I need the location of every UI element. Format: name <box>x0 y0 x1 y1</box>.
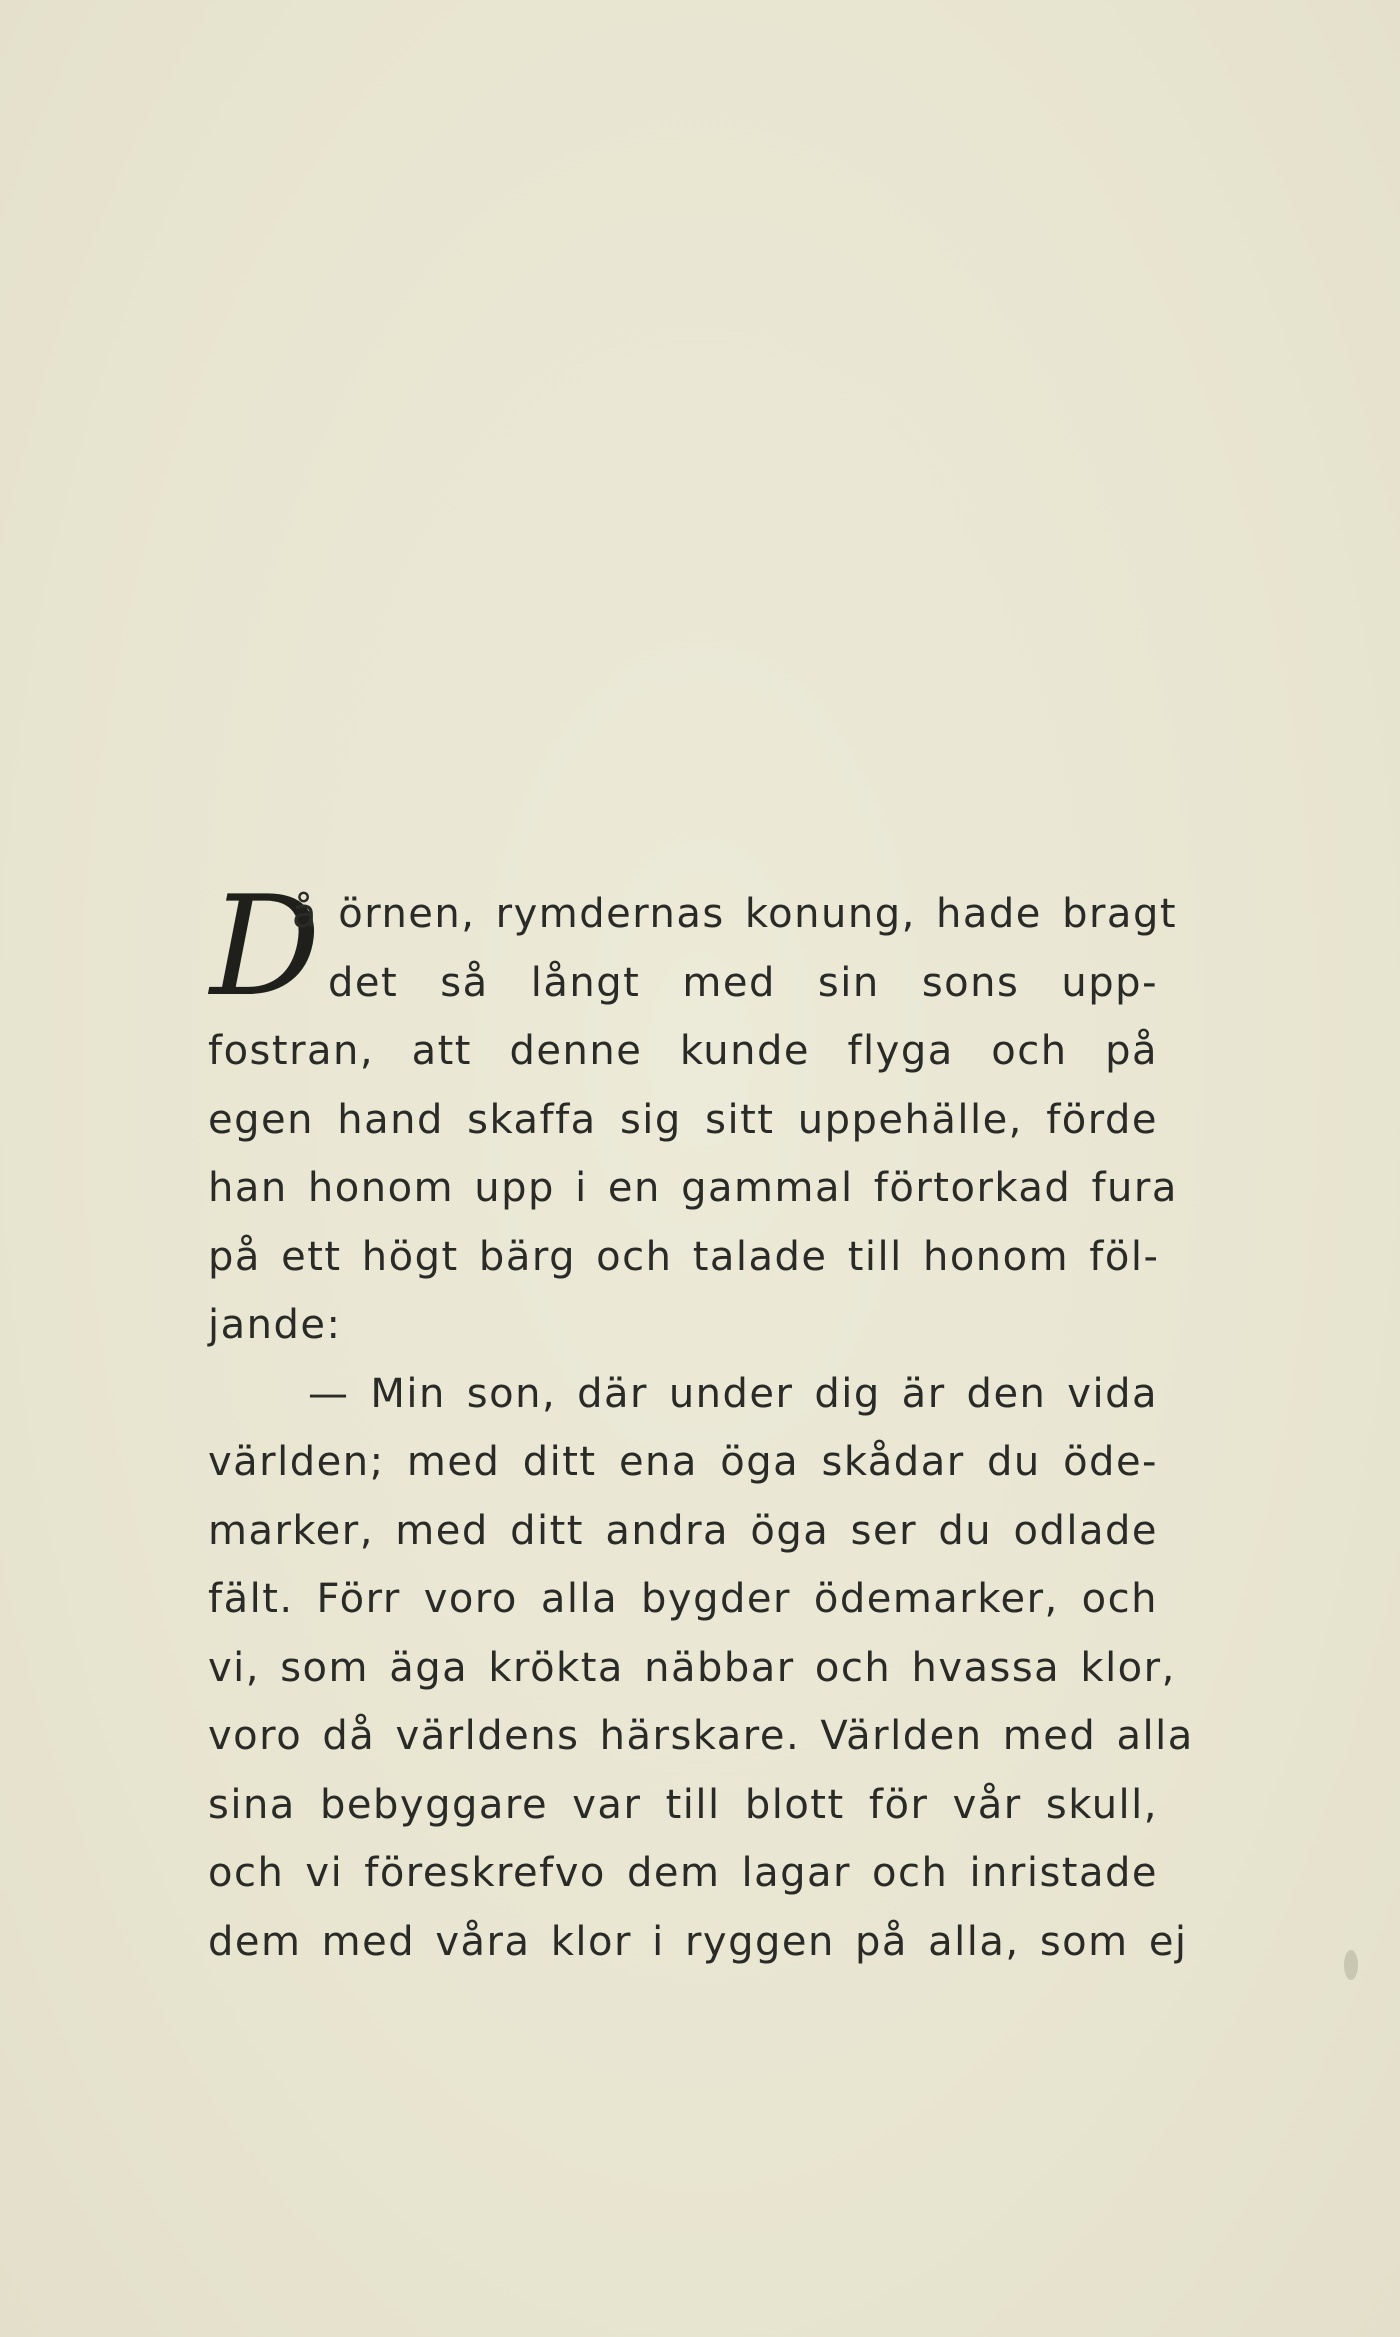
body-text <box>208 866 1194 1976</box>
paper-smudge <box>1344 1950 1358 1980</box>
text-line: jande: <box>208 1302 342 1348</box>
text-line: fält. Förr voro alla bygder ödemarker, och <box>208 1576 1158 1622</box>
drop-cap-initial: D <box>210 866 321 1027</box>
text-line: världen; med ditt ena öga skådar du öde- <box>208 1439 1158 1485</box>
text-line: han honom upp i en gammal förtorkad fura <box>208 1165 1178 1211</box>
text-line: vi, som äga krökta näbbar och hvassa klor, <box>208 1644 1176 1691</box>
text-line: sina bebyggare var till blott för vår skull, <box>208 1781 1158 1828</box>
text-line: å örnen, rymdernas konung, hade bragt <box>292 891 1178 937</box>
text-line: och vi föreskrefvo dem lagar och inristade <box>208 1850 1158 1896</box>
text-line: det så långt med sin sons upp- <box>328 959 1158 1006</box>
text-line: på ett högt bärg och talade till honom föl- <box>208 1233 1160 1280</box>
text-line: dem med våra klor i ryggen på alla, som ej <box>208 1918 1188 1965</box>
text-line: marker, med ditt andra öga ser du odlade <box>208 1507 1158 1554</box>
text-line: voro då världens härskare. Världen med alla <box>208 1713 1194 1759</box>
text-line: fostran, att denne kunde flyga och på <box>208 1028 1158 1074</box>
text-line: egen hand skaffa sig sitt uppehälle, förde <box>208 1096 1158 1143</box>
text-line: — Min son, där under dig är den vida <box>308 1370 1158 1417</box>
